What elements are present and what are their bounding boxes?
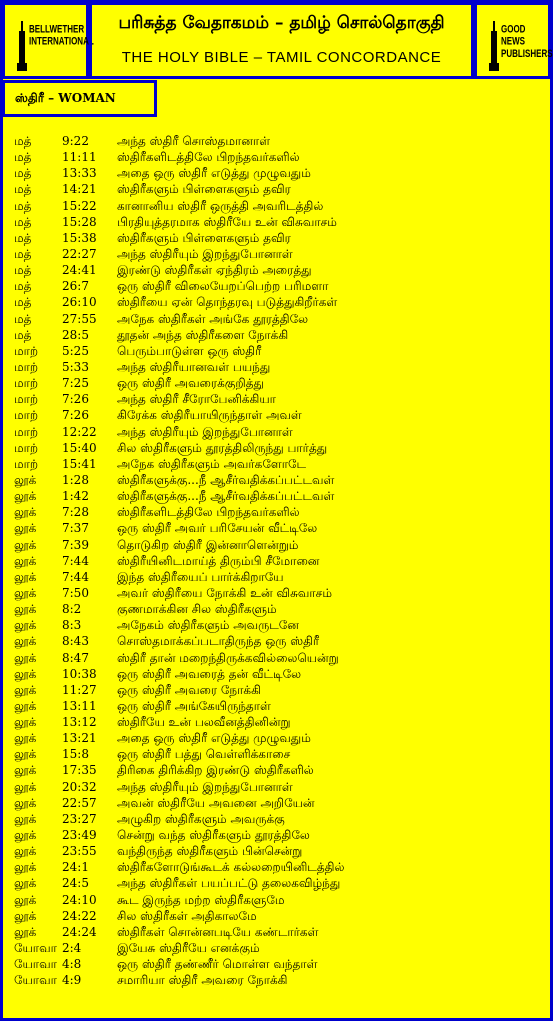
entry-reference: 1:28 bbox=[62, 472, 89, 487]
entry-reference: 23:27 bbox=[62, 811, 97, 826]
entry-reference: 5:25 bbox=[62, 343, 89, 358]
entry-reference: 13:21 bbox=[62, 731, 97, 746]
concordance-entry bbox=[0, 391, 553, 407]
concordance-entry bbox=[0, 892, 553, 908]
entry-book: லூக் bbox=[14, 553, 37, 568]
concordance-entry bbox=[0, 456, 553, 472]
entry-book: லூக் bbox=[14, 828, 37, 843]
entry-reference: 5:33 bbox=[62, 359, 89, 374]
concordance-entry bbox=[0, 714, 553, 730]
entry-phrase: ஒரு ஸ்திரீ தண்ணீர் மொள்ள வந்தாள் bbox=[117, 957, 318, 972]
concordance-entry bbox=[0, 407, 553, 423]
entry-phrase: ஸ்திரீகளும் பிள்ளைகளும் தவிர bbox=[117, 182, 291, 197]
concordance-entry bbox=[0, 230, 553, 246]
entry-reference: 7:28 bbox=[62, 505, 89, 520]
entry-book: லூக் bbox=[14, 650, 37, 665]
concordance-entry bbox=[0, 859, 553, 875]
entry-phrase: ஸ்திரீகளும் பிள்ளைகளும் தவிர bbox=[117, 230, 291, 245]
entry-phrase: அதை ஒரு ஸ்திரீ எடுத்து முழுவதும் bbox=[117, 731, 311, 746]
entry-phrase: திரிகை திரிக்கிற இரண்டு ஸ்திரீகளில் bbox=[117, 763, 314, 778]
entry-reference: 15:40 bbox=[62, 440, 97, 455]
entry-phrase: ஒரு ஸ்திரீ அவரைத் தன் வீட்டிலே bbox=[117, 666, 302, 681]
entry-book: மத் bbox=[14, 263, 32, 278]
entry-reference: 7:44 bbox=[62, 553, 89, 568]
entry-reference: 14:21 bbox=[62, 182, 97, 197]
entry-book: லூக் bbox=[14, 489, 37, 504]
entry-phrase: சில ஸ்திரீகளும் தூரத்திலிருந்து பார்த்து bbox=[117, 440, 328, 455]
entry-book: லூக் bbox=[14, 924, 37, 939]
entry-reference: 15:28 bbox=[62, 214, 97, 229]
concordance-entry bbox=[0, 165, 553, 181]
entry-phrase: ஒரு ஸ்திரீ விலையேறப்பெற்ற பரிமளா bbox=[117, 279, 329, 294]
concordance-entry bbox=[0, 246, 553, 262]
entry-book: மத் bbox=[14, 311, 32, 326]
entry-book: லூக் bbox=[14, 698, 37, 713]
entry-book: மாற் bbox=[14, 376, 39, 391]
entry-phrase: அந்த ஸ்திரீகள் பயப்பட்டு தலைகவிழ்ந்து bbox=[117, 876, 341, 891]
entry-reference: 8:2 bbox=[62, 602, 82, 617]
entry-reference: 2:4 bbox=[62, 941, 82, 956]
entry-reference: 12:22 bbox=[62, 424, 97, 439]
concordance-entry bbox=[0, 569, 553, 585]
entry-phrase: அந்த ஸ்திரீ சொஸ்தமானாள் bbox=[117, 134, 271, 148]
entry-book: மாற் bbox=[14, 456, 39, 471]
entry-reference: 24:10 bbox=[62, 892, 97, 907]
entry-phrase: சென்று வந்த ஸ்திரீகளும் தூரத்திலே bbox=[117, 828, 310, 843]
entry-phrase: ஸ்திரீயை ஏன் தொந்தரவு படுத்துகிறீர்கள் bbox=[117, 295, 338, 310]
concordance-entry bbox=[0, 875, 553, 891]
concordance-entry bbox=[0, 811, 553, 827]
entry-phrase: இந்த ஸ்திரீயைப் பார்க்கிறாயே bbox=[117, 569, 284, 584]
entry-reference: 23:55 bbox=[62, 844, 97, 859]
concordance-entry bbox=[0, 827, 553, 843]
entry-reference: 1:42 bbox=[62, 489, 89, 504]
entry-book: மத் bbox=[14, 279, 32, 294]
entry-book: மத் bbox=[14, 198, 32, 213]
concordance-entry bbox=[0, 294, 553, 310]
concordance-entry bbox=[0, 440, 553, 456]
entry-reference: 7:39 bbox=[62, 537, 89, 552]
entry-book: மத் bbox=[14, 246, 32, 261]
entry-reference: 7:50 bbox=[62, 585, 89, 600]
concordance-entry bbox=[0, 682, 553, 698]
entry-book: லூக் bbox=[14, 585, 37, 600]
entry-reference: 11:27 bbox=[62, 682, 97, 697]
concordance-entry bbox=[0, 843, 553, 859]
entry-book: மத் bbox=[14, 134, 32, 148]
concordance-entry bbox=[0, 359, 553, 375]
entry-reference: 27:55 bbox=[62, 311, 97, 326]
concordance-entry bbox=[0, 617, 553, 633]
entry-reference: 17:35 bbox=[62, 763, 97, 778]
entry-reference: 9:22 bbox=[62, 134, 89, 148]
entry-reference: 22:57 bbox=[62, 795, 97, 810]
concordance-entry bbox=[0, 940, 553, 956]
entry-reference: 7:37 bbox=[62, 521, 89, 536]
entry-reference: 24:24 bbox=[62, 924, 97, 939]
entry-book: லூக் bbox=[14, 747, 37, 762]
title-english: THE HOLY BIBLE – TAMIL CONCORDANCE bbox=[121, 49, 442, 66]
entry-book: யோவா bbox=[14, 973, 57, 988]
entry-phrase: வந்திருந்த ஸ்திரீகளும் பின்சென்று bbox=[117, 844, 303, 859]
concordance-entry bbox=[0, 553, 553, 569]
entry-reference: 24:22 bbox=[62, 908, 97, 923]
publisher-logo-right bbox=[474, 2, 551, 79]
entry-book: லூக் bbox=[14, 682, 37, 697]
entry-book: லூக் bbox=[14, 521, 37, 536]
entry-book: லூக் bbox=[14, 602, 37, 617]
concordance-entry bbox=[0, 311, 553, 327]
entry-book: மாற் bbox=[14, 359, 39, 374]
entry-reference: 13:11 bbox=[62, 698, 97, 713]
concordance-entry bbox=[0, 327, 553, 343]
entry-book: லூக் bbox=[14, 779, 37, 794]
entry-book: லூக் bbox=[14, 472, 37, 487]
entry-phrase: ஸ்திரீகளுக்கு...நீ ஆசீர்வதிக்கப்பட்டவள் bbox=[117, 472, 335, 487]
entry-phrase: இயேசு ஸ்திரீயே எனக்கும் bbox=[117, 941, 260, 956]
concordance-entry bbox=[0, 278, 553, 294]
entry-book: லூக் bbox=[14, 537, 37, 552]
concordance-entry bbox=[0, 472, 553, 488]
entry-reference: 7:26 bbox=[62, 408, 89, 423]
entry-phrase: அழுகிற ஸ்திரீகளும் அவருக்கு bbox=[117, 811, 285, 826]
entry-phrase: அநேக ஸ்திரீகள் அங்கே தூரத்திலே bbox=[117, 311, 309, 326]
concordance-entry bbox=[0, 633, 553, 649]
entry-phrase: ஸ்திரீ தான் மறைந்திருக்கவில்லையென்று bbox=[117, 650, 339, 665]
entry-reference: 24:1 bbox=[62, 860, 89, 875]
entry-book: மத் bbox=[14, 150, 32, 165]
entry-phrase: அநேகம் ஸ்திரீகளும் அவருடனே bbox=[117, 618, 299, 633]
entry-phrase: ஒரு ஸ்திரீ அவரை நோக்கி bbox=[117, 682, 261, 697]
entry-phrase: பெரும்பாடுள்ள ஒரு ஸ்திரீ bbox=[117, 343, 262, 358]
concordance-entry bbox=[0, 375, 553, 391]
concordance-entry bbox=[0, 746, 553, 762]
entry-phrase: ஸ்திரீயினிடமாய்த் திரும்பி சீமோனை bbox=[117, 553, 320, 568]
concordance-entry bbox=[0, 908, 553, 924]
entry-phrase: அவர் ஸ்திரீயை நோக்கி உன் விசுவாசம் bbox=[117, 585, 332, 600]
topic-label bbox=[15, 91, 116, 107]
concordance-entry bbox=[0, 214, 553, 230]
entry-phrase: அந்த ஸ்திரீயும் இறந்துபோனாள் bbox=[117, 424, 293, 439]
title-banner bbox=[89, 2, 474, 79]
concordance-entry bbox=[0, 181, 553, 197]
entry-reference: 11:11 bbox=[62, 150, 97, 165]
concordance-entry bbox=[0, 650, 553, 666]
publisher-logo-left bbox=[2, 2, 94, 79]
entry-phrase: ஒரு ஸ்திரீ அங்கேயிருந்தாள் bbox=[117, 698, 271, 713]
concordance-entry bbox=[0, 133, 553, 149]
entry-reference: 13:12 bbox=[62, 715, 97, 730]
entry-book: மத் bbox=[14, 230, 32, 245]
entry-reference: 15:8 bbox=[62, 747, 89, 762]
entry-phrase: அந்த ஸ்திரீயானவள் பயந்து bbox=[117, 359, 271, 374]
concordance-entry bbox=[0, 424, 553, 440]
concordance-entry bbox=[0, 198, 553, 214]
entry-book: மத் bbox=[14, 166, 32, 181]
entry-phrase: ஸ்திரீகளுக்கு...நீ ஆசீர்வதிக்கப்பட்டவள் bbox=[117, 489, 335, 504]
entry-book: மத் bbox=[14, 327, 32, 342]
concordance-entry bbox=[0, 795, 553, 811]
entry-book: லூக் bbox=[14, 666, 37, 681]
entry-book: யோவா bbox=[14, 941, 57, 956]
concordance-entry bbox=[0, 730, 553, 746]
concordance-entry bbox=[0, 924, 553, 940]
entry-reference: 26:10 bbox=[62, 295, 97, 310]
concordance-entry bbox=[0, 779, 553, 795]
entry-reference: 13:33 bbox=[62, 166, 97, 181]
entry-reference: 15:22 bbox=[62, 198, 97, 213]
concordance-entry bbox=[0, 488, 553, 504]
concordance-entry bbox=[0, 343, 553, 359]
entry-phrase: தூதன் அந்த ஸ்திரீகளை நோக்கி bbox=[117, 327, 289, 342]
entry-phrase: அதை ஒரு ஸ்திரீ எடுத்து முழுவதும் bbox=[117, 166, 311, 181]
publisher-name-left: BELLWETHER INTERNATIONAL bbox=[29, 23, 94, 48]
entry-book: லூக் bbox=[14, 860, 37, 875]
entry-reference: 10:38 bbox=[62, 666, 97, 681]
entry-book: மத் bbox=[14, 295, 32, 310]
entry-book: லூக் bbox=[14, 715, 37, 730]
concordance-entry bbox=[0, 520, 553, 536]
entry-phrase: தொடுகிற ஸ்திரீ இன்னாளென்றும் bbox=[117, 537, 299, 552]
entry-phrase: ஸ்திரீகளிடத்திலே பிறந்தவர்களில் bbox=[117, 505, 300, 520]
entry-book: லூக் bbox=[14, 618, 37, 633]
entry-book: லூக் bbox=[14, 634, 37, 649]
entry-phrase: பிரதியுத்தரமாக ஸ்திரீயே உன் விசுவாசம் bbox=[117, 214, 337, 229]
entry-reference: 20:32 bbox=[62, 779, 97, 794]
entry-phrase: அந்த ஸ்திரீயும் இறந்துபோனாள் bbox=[117, 779, 293, 794]
concordance-entry bbox=[0, 585, 553, 601]
entry-book: மாற் bbox=[14, 343, 39, 358]
entry-reference: 4:8 bbox=[62, 957, 82, 972]
entry-book: மாற் bbox=[14, 392, 39, 407]
concordance-entry bbox=[0, 698, 553, 714]
entry-phrase: ஒரு ஸ்திரீ அவர் பரிசேயன் வீட்டிலே bbox=[117, 521, 318, 536]
topic-tamil: ஸ்திரீ bbox=[15, 91, 44, 105]
concordance-entry bbox=[0, 956, 553, 972]
concordance-entry bbox=[0, 972, 553, 988]
concordance-entry bbox=[0, 262, 553, 278]
entry-book: லூக் bbox=[14, 811, 37, 826]
entry-reference: 28:5 bbox=[62, 327, 89, 342]
entry-reference: 7:25 bbox=[62, 376, 89, 391]
concordance-list bbox=[0, 133, 553, 988]
entry-book: லூக் bbox=[14, 731, 37, 746]
tower-icon bbox=[489, 21, 499, 71]
entry-book: லூக் bbox=[14, 795, 37, 810]
concordance-entry bbox=[0, 149, 553, 165]
entry-reference: 24:41 bbox=[62, 263, 97, 278]
entry-book: மத் bbox=[14, 214, 32, 229]
entry-phrase: சமாரியா ஸ்திரீ அவரை நோக்கி bbox=[117, 973, 288, 988]
entry-book: லூக் bbox=[14, 569, 37, 584]
concordance-entry bbox=[0, 762, 553, 778]
entry-reference: 8:3 bbox=[62, 618, 82, 633]
concordance-entry bbox=[0, 601, 553, 617]
entry-phrase: சொஸ்தமாக்கப்படாதிருந்த ஒரு ஸ்திரீ bbox=[117, 634, 320, 649]
topic-english: – WOMAN bbox=[48, 91, 116, 105]
entry-phrase: ஒரு ஸ்திரீ பத்து வெள்ளிக்காசை bbox=[117, 747, 291, 762]
entry-reference: 7:26 bbox=[62, 392, 89, 407]
entry-phrase: சில ஸ்திரீகள் அதிகாலமே bbox=[117, 908, 257, 923]
entry-reference: 4:9 bbox=[62, 973, 82, 988]
entry-book: யோவா bbox=[14, 957, 57, 972]
publisher-name-right: GOOD NEWS PUBLISHERS bbox=[501, 23, 553, 60]
entry-phrase: அந்த ஸ்திரீ சீரோபேனிக்கியா bbox=[117, 392, 276, 407]
concordance-entry bbox=[0, 504, 553, 520]
entry-phrase: அவன் ஸ்திரீயே அவனை அறியேன் bbox=[117, 795, 315, 810]
entry-reference: 26:7 bbox=[62, 279, 89, 294]
entry-reference: 7:44 bbox=[62, 569, 89, 584]
entry-reference: 24:5 bbox=[62, 876, 89, 891]
entry-reference: 23:49 bbox=[62, 828, 97, 843]
entry-book: லூக் bbox=[14, 876, 37, 891]
entry-phrase: குணமாக்கின சில ஸ்திரீகளும் bbox=[117, 602, 277, 617]
entry-phrase: இரண்டு ஸ்திரீகள் ஏந்திரம் அரைத்து bbox=[117, 263, 312, 278]
entry-book: மாற் bbox=[14, 440, 39, 455]
entry-reference: 8:43 bbox=[62, 634, 89, 649]
concordance-entry bbox=[0, 666, 553, 682]
entry-book: லூக் bbox=[14, 844, 37, 859]
entry-phrase: கிரேக்க ஸ்திரீயாயிருந்தாள் அவள் bbox=[117, 408, 302, 423]
entry-book: லூக் bbox=[14, 505, 37, 520]
entry-book: மத் bbox=[14, 182, 32, 197]
entry-reference: 22:27 bbox=[62, 246, 97, 261]
entry-phrase: ஸ்திரீகள் சொன்னபடியே கண்டார்கள் bbox=[117, 924, 319, 939]
entry-phrase: அநேக ஸ்திரீகளும் அவர்களோடே bbox=[117, 456, 307, 471]
entry-reference: 15:41 bbox=[62, 456, 97, 471]
entry-phrase: ஸ்திரீகளிடத்திலே பிறந்தவர்களில் bbox=[117, 150, 300, 165]
entry-phrase: கூட இருந்த மற்ற ஸ்திரீகளுமே bbox=[117, 892, 285, 907]
topic-heading bbox=[2, 80, 157, 117]
title-tamil: பரிசுத்த வேதாகமம் – தமிழ் சொல்தொகுதி bbox=[118, 13, 445, 33]
entry-phrase: ஸ்திரீயே உன் பலவீனத்தினின்று bbox=[117, 715, 291, 730]
tower-icon bbox=[17, 21, 27, 71]
entry-phrase: ஸ்திரீகளோடுங்கூடக் கல்லறையினிடத்தில் bbox=[117, 860, 345, 875]
entry-reference: 8:47 bbox=[62, 650, 89, 665]
concordance-entry bbox=[0, 537, 553, 553]
entry-book: மாற் bbox=[14, 408, 39, 423]
entry-phrase: அந்த ஸ்திரீயும் இறந்துபோனாள் bbox=[117, 246, 293, 261]
entry-phrase: ஒரு ஸ்திரீ அவரைக்குறித்து bbox=[117, 376, 264, 391]
entry-book: மாற் bbox=[14, 424, 39, 439]
entry-book: லூக் bbox=[14, 892, 37, 907]
entry-book: லூக் bbox=[14, 908, 37, 923]
entry-phrase: கானானிய ஸ்திரீ ஒருத்தி அவரிடத்தில் bbox=[117, 198, 324, 213]
entry-book: லூக் bbox=[14, 763, 37, 778]
entry-reference: 15:38 bbox=[62, 230, 97, 245]
